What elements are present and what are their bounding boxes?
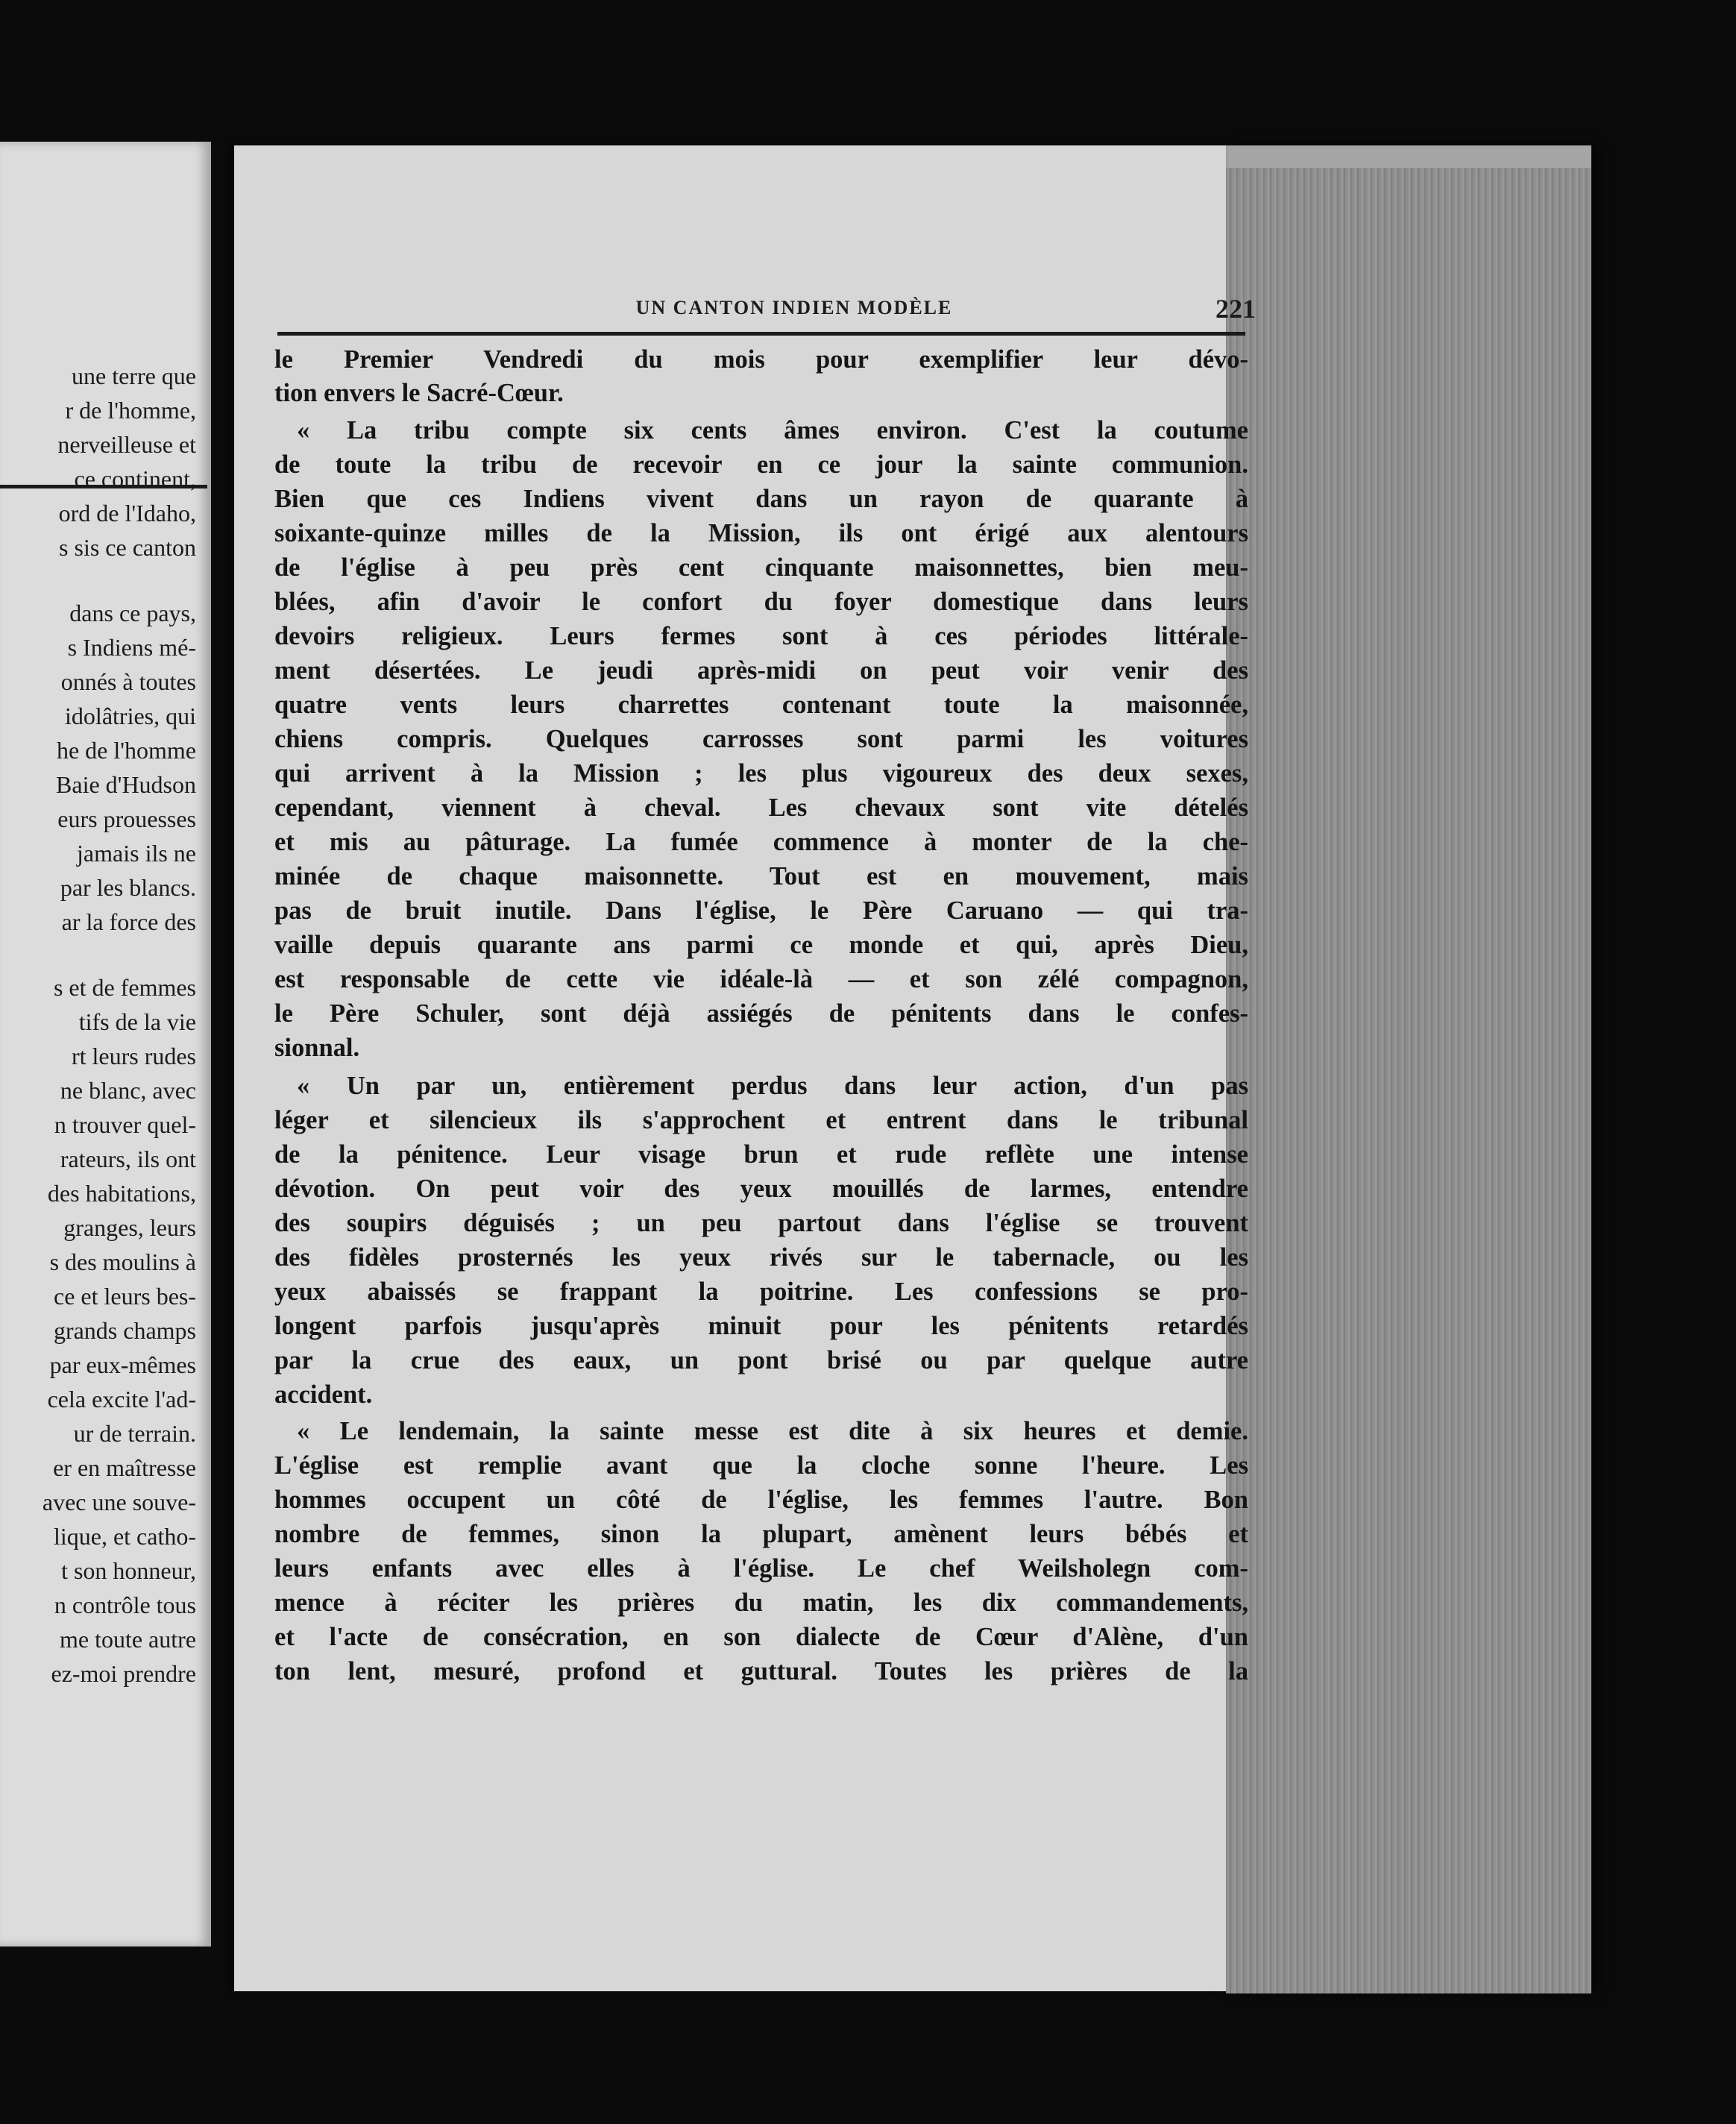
body-line: vaille depuis quarante ans parmi ce monde et qui, après Dieu, — [274, 931, 1248, 959]
left-text-line: tifs de la vie — [78, 1008, 196, 1035]
left-text-line: nerveilleuse et — [57, 431, 196, 458]
left-text-line: ar la force des — [61, 908, 196, 935]
body-line: minée de chaque maisonnette. Tout est en mouvement, mais — [274, 862, 1248, 890]
left-text-line: avec une souve- — [42, 1489, 196, 1515]
body-line: et l'acte de consécration, en son dialecte de Cœur d'Alène, d'un — [274, 1623, 1248, 1651]
body-line: mence à réciter les prières du matin, les dix commandements, — [274, 1589, 1248, 1617]
body-line: des fidèles prosternés les yeux rivés sur le tabernacle, ou les — [274, 1243, 1248, 1272]
body-line: sionnal. — [274, 1034, 360, 1062]
left-text-line: s sis ce canton — [59, 534, 196, 561]
body-line: de l'église à peu près cent cinquante maisonnettes, bien meu- — [274, 553, 1248, 582]
left-text-line: he de l'homme — [56, 737, 196, 764]
left-text-line: une terre que — [71, 362, 196, 389]
body-line: hommes occupent un côté de l'église, les femmes l'autre. Bon — [274, 1486, 1248, 1514]
left-text-line: Baie d'Hudson — [56, 771, 196, 798]
left-text-line: par eux-mêmes — [49, 1351, 196, 1378]
body-line: est responsable de cette vie idéale-là — et son zélé compagnon, — [274, 965, 1248, 993]
left-text-line: er en maîtresse — [53, 1454, 196, 1481]
body-line: par la crue des eaux, un pont brisé ou par quelque autre — [274, 1346, 1248, 1374]
body-line: tion envers le Sacré-Cœur. — [274, 379, 564, 407]
body-line: ton lent, mesuré, profond et guttural. Toutes les prières de la — [274, 1657, 1248, 1685]
left-text-line: ce continent, — [74, 465, 196, 492]
body-line: le Père Schuler, sont déjà assiégés de pénitents dans le confes- — [274, 999, 1248, 1028]
body-line: yeux abaissés se frappant la poitrine. Les confessions se pro- — [274, 1278, 1248, 1306]
left-text-line: ur de terrain. — [73, 1420, 196, 1447]
body-line: des soupirs déguisés ; un peu partout dans l'église se trouvent — [274, 1209, 1248, 1237]
left-text-line: dans ce pays, — [69, 600, 196, 626]
left-text-line: ne blanc, avec — [60, 1077, 196, 1104]
body-line: longent parfois jusqu'après minuit pour les pénitents retardés — [274, 1312, 1248, 1340]
body-line: L'église est remplie avant que la cloche sonne l'heure. Les — [274, 1451, 1248, 1480]
left-text-line: grands champs — [53, 1317, 196, 1344]
left-text-line: cela excite l'ad- — [47, 1386, 196, 1413]
left-text-line: t son honneur, — [61, 1557, 196, 1584]
left-text-line: n trouver quel- — [54, 1111, 196, 1138]
left-text-line: n contrôle tous — [54, 1592, 196, 1618]
running-head: UN CANTON INDIEN MODÈLE — [635, 297, 953, 318]
left-text-line: ord de l'Idaho, — [58, 500, 196, 527]
body-line: « Un par un, entièrement perdus dans leur action, d'un pas — [297, 1072, 1248, 1100]
left-text-line: onnés à toutes — [60, 668, 196, 695]
body-line: « La tribu compte six cents âmes environ. C'est la coutume — [297, 416, 1248, 444]
body-line: cependant, viennent à cheval. Les chevaux sont vite dételés — [274, 794, 1248, 822]
body-line: leurs enfants avec elles à l'église. Le chef Weilsholegn com- — [274, 1554, 1248, 1583]
left-text-line: s des moulins à — [49, 1248, 196, 1275]
body-line: « Le lendemain, la sainte messe est dite à six heures et demie. — [297, 1417, 1248, 1445]
left-text-line: r de l'homme, — [65, 397, 196, 424]
body-line: pas de bruit inutile. Dans l'église, le Père Caruano — qui tra- — [274, 896, 1248, 925]
body-line: le Premier Vendredi du mois pour exemplifier leur dévo- — [274, 345, 1248, 374]
body-line: léger et silencieux ils s'approchent et entrent dans le tribunal — [274, 1106, 1248, 1134]
left-text-line: ez-moi prendre — [51, 1660, 196, 1687]
body-line: et mis au pâturage. La fumée commence à monter de la che- — [274, 828, 1248, 856]
header-rule — [277, 332, 1245, 336]
left-text-line: rateurs, ils ont — [60, 1146, 196, 1172]
book-fore-edge-top — [1226, 145, 1591, 168]
page-number: 221 — [1215, 294, 1256, 324]
left-text-line: par les blancs. — [60, 874, 196, 901]
left-text-line: s et de femmes — [53, 974, 196, 1001]
left-text-line: me toute autre — [59, 1626, 196, 1653]
left-page-fragment — [0, 142, 211, 1947]
body-line: de la pénitence. Leur visage brun et rude reflète une intense — [274, 1140, 1248, 1169]
left-text-line: eurs prouesses — [57, 805, 196, 832]
book-fore-edge — [1226, 145, 1591, 1993]
left-text-line: jamais ils ne — [77, 840, 196, 867]
body-line: soixante-quinze milles de la Mission, ils ont érigé aux alentours — [274, 519, 1248, 547]
left-text-line: idolâtries, qui — [65, 703, 196, 729]
body-line: ment désertées. Le jeudi après-midi on peut voir venir des — [274, 656, 1248, 685]
left-text-line: s Indiens mé- — [67, 634, 196, 661]
left-text-line: lique, et catho- — [53, 1523, 196, 1550]
right-page — [234, 145, 1256, 1991]
body-line: chiens compris. Quelques carrosses sont parmi les voitures — [274, 725, 1248, 753]
body-line: Bien que ces Indiens vivent dans un rayon de quarante à — [274, 485, 1248, 513]
body-line: qui arrivent à la Mission ; les plus vigoureux des deux sexes, — [274, 759, 1248, 788]
left-text-line: ce et leurs bes- — [53, 1283, 196, 1310]
body-line: quatre vents leurs charrettes contenant toute la maisonnée, — [274, 691, 1248, 719]
left-text-line: des habitations, — [47, 1180, 196, 1207]
left-text-line: granges, leurs — [63, 1214, 196, 1241]
body-line: de toute la tribu de recevoir en ce jour la sainte communion. — [274, 450, 1248, 479]
body-line: blées, afin d'avoir le confort du foyer domestique dans leurs — [274, 588, 1248, 616]
body-line: accident. — [274, 1380, 373, 1409]
left-text-line: rt leurs rudes — [71, 1043, 196, 1069]
body-line: dévotion. On peut voir des yeux mouillés de larmes, entendre — [274, 1175, 1248, 1203]
body-line: nombre de femmes, sinon la plupart, amènent leurs bébés et — [274, 1520, 1248, 1548]
body-line: devoirs religieux. Leurs fermes sont à ces périodes littérale- — [274, 622, 1248, 650]
